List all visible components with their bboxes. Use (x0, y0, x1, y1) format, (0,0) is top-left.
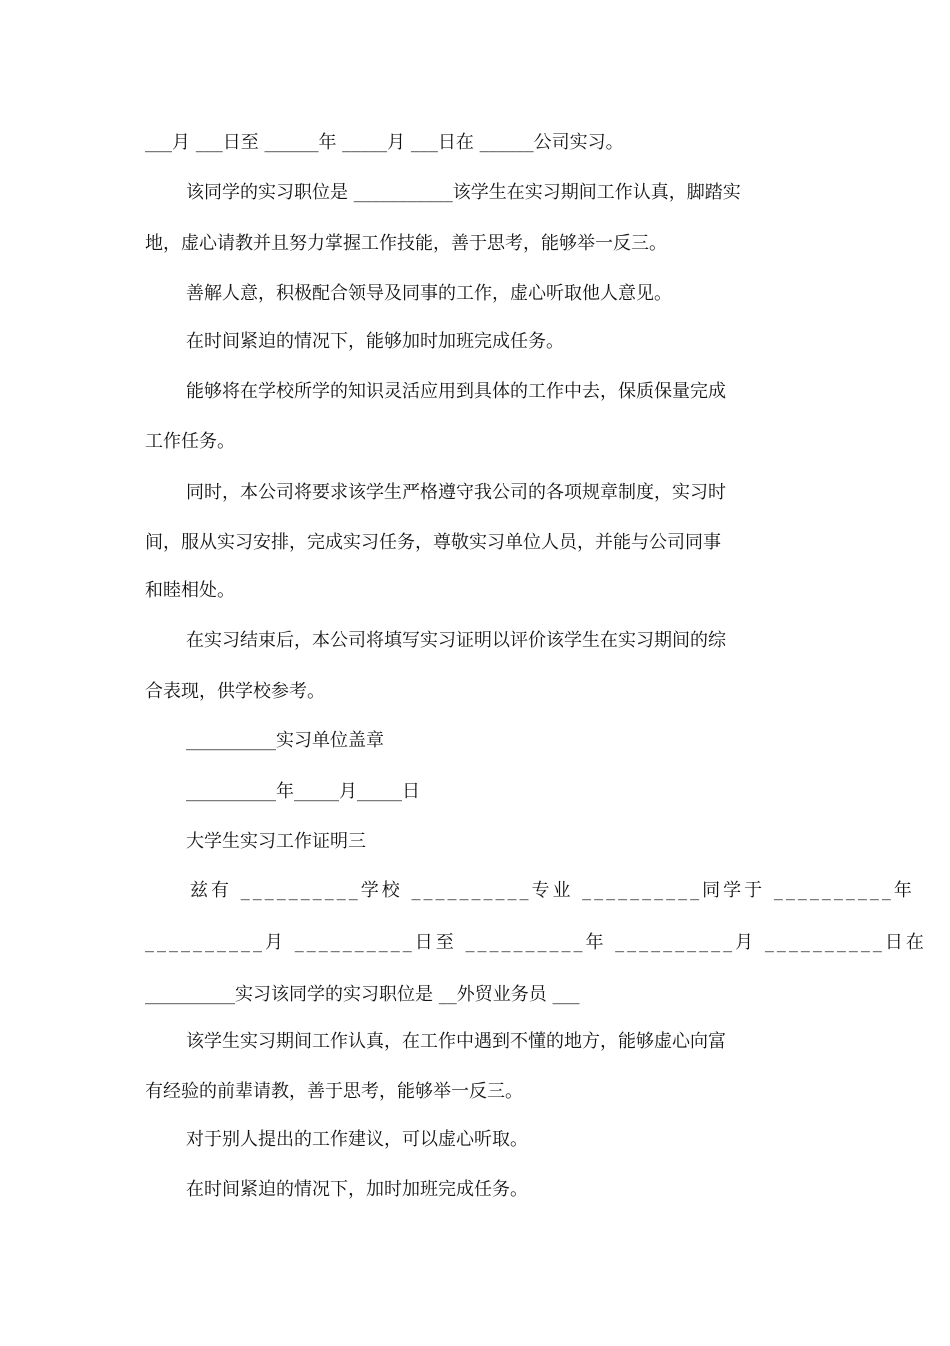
text-line-7: 工作任务。 (145, 431, 235, 452)
section-title: 大学生实习工作证明三 (186, 831, 366, 852)
form-line-3: __________实习该同学的实习职位是 __外贸业务员 ___ (145, 984, 580, 1005)
text-line-5: 在时间紧迫的情况下，能够加时加班完成任务。 (186, 331, 564, 352)
company-seal-line: __________实习单位盖章 (186, 730, 384, 751)
text-line-10: 和睦相处。 (145, 580, 235, 601)
date-line: __________年_____月_____日 (186, 781, 420, 802)
text-line-4: 善解人意，积极配合领导及同事的工作，虚心听取他人意见。 (186, 283, 672, 304)
text-line-22: 在时间紧迫的情况下，加时加班完成任务。 (186, 1179, 528, 1200)
text-line-3: 地，虚心请教并且努力掌握工作技能，善于思考，能够举一反三。 (145, 233, 667, 254)
form-line-2: __________月 __________日至 __________年 __________月 __________日在 (145, 932, 927, 953)
text-line-9: 间，服从实习安排，完成实习任务，尊敬实习单位人员，并能与公司同事 (145, 532, 721, 553)
text-line-21: 对于别人提出的工作建议，可以虚心听取。 (186, 1129, 528, 1150)
text-line-6: 能够将在学校所学的知识灵活应用到具体的工作中去，保质保量完成 (186, 381, 726, 402)
text-line-11: 在实习结束后，本公司将填写实习证明以评价该学生在实习期间的综 (186, 630, 726, 651)
text-line-8: 同时，本公司将要求该学生严格遵守我公司的各项规章制度，实习时 (186, 482, 726, 503)
text-line-12: 合表现，供学校参考。 (145, 681, 325, 702)
text-line-1: ___月 ___日至 ______年 _____月 ___日在 ______公司实习。 (145, 132, 624, 153)
form-line-1: 兹有 __________学校 __________专业 __________同学于 __________年 (190, 880, 915, 901)
text-line-20: 有经验的前辈请教，善于思考，能够举一反三。 (145, 1081, 523, 1102)
text-line-2: 该同学的实习职位是 ___________该学生在实习期间工作认真，脚踏实 (186, 182, 741, 203)
text-line-19: 该学生实习期间工作认真，在工作中遇到不懂的地方，能够虚心向富 (186, 1031, 726, 1052)
